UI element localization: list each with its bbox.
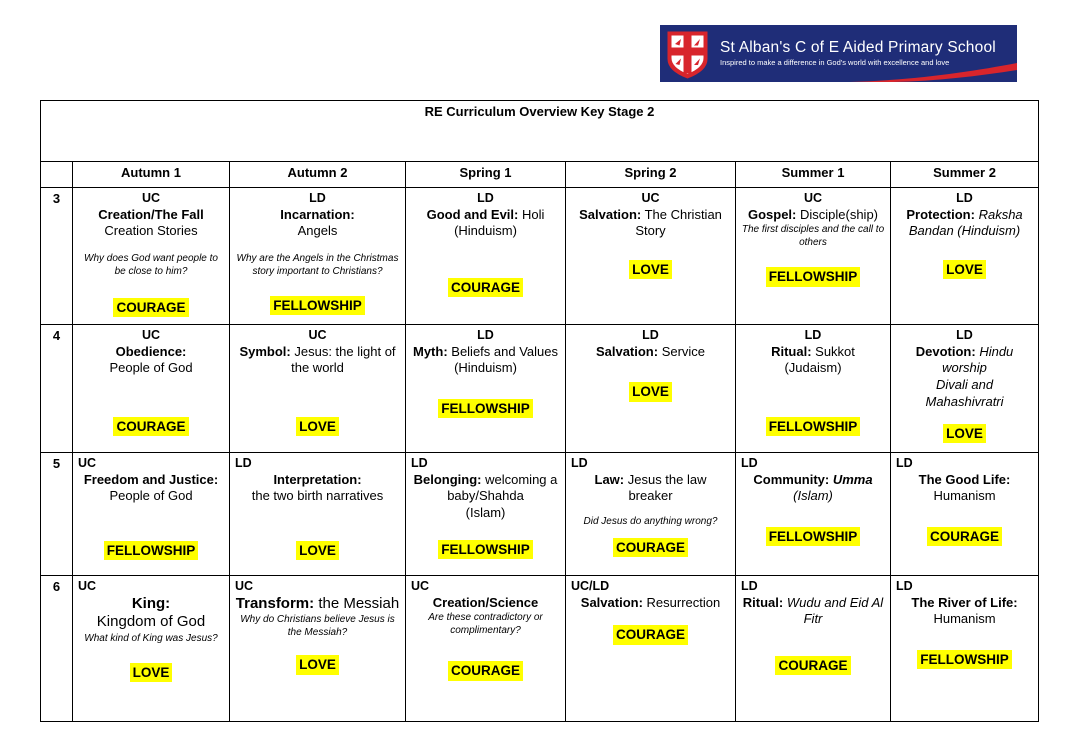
cell-line: [235, 472, 400, 489]
cell-value: [896, 650, 1033, 669]
value-highlight: COURAGE: [927, 527, 1002, 546]
cell-line: [78, 613, 224, 632]
value-highlight: LOVE: [296, 655, 339, 674]
cell-value: [741, 267, 885, 286]
cell-text: Creation Stories: [104, 223, 198, 239]
cell-text: Beliefs and Values (Hinduism): [447, 343, 558, 376]
value-highlight: FELLOWSHIP: [438, 399, 533, 418]
cell-text: Incarnation:: [280, 206, 355, 222]
value-highlight: FELLOWSHIP: [917, 650, 1012, 669]
value-highlight: LOVE: [296, 417, 339, 436]
curriculum-cell: [73, 453, 230, 576]
cell-value: [896, 260, 1033, 279]
curriculum-cell: [230, 325, 406, 453]
curriculum-cell: [230, 576, 406, 722]
table-title: RE Curriculum Overview Key Stage 2: [41, 101, 1039, 162]
cell-text: Jesus the law breaker: [624, 471, 707, 504]
curriculum-cell: [73, 325, 230, 453]
cell-text: Devotion:: [915, 343, 976, 359]
cell-line: [78, 207, 224, 224]
cell-value: [571, 538, 730, 557]
cell-line: [78, 344, 224, 361]
banner-text: [720, 39, 996, 67]
curriculum-cell: [406, 188, 566, 325]
corner-cell: [41, 162, 73, 188]
cell-text: (Islam): [793, 488, 833, 504]
curriculum-cell: [891, 188, 1039, 325]
cell-text: Service: [658, 343, 706, 359]
value-highlight: COURAGE: [448, 661, 523, 680]
cell-tag: UC: [78, 456, 97, 470]
cell-line: [235, 613, 400, 639]
value-highlight: LOVE: [943, 260, 986, 279]
curriculum-cell: [230, 188, 406, 325]
year-label: 4: [41, 325, 73, 453]
cell-line: [896, 595, 1033, 612]
column-header-summer-2: Summer 2: [891, 162, 1039, 188]
cell-line: [741, 223, 885, 249]
cell-tag: LD: [235, 456, 252, 470]
cell-line: [896, 488, 1033, 505]
cell-text: People of God: [109, 360, 193, 376]
cell-text: Protection:: [906, 206, 975, 222]
cell-text: The River of Life:: [911, 594, 1018, 610]
cell-line: [411, 223, 560, 240]
cell-tag: LD: [956, 328, 973, 342]
cell-text: Sukkot (Judaism): [784, 343, 855, 376]
value-highlight: COURAGE: [113, 417, 188, 436]
cell-text: Humanism: [933, 611, 996, 627]
cell-value: [896, 424, 1033, 443]
cell-text: Ritual:: [742, 594, 784, 610]
cell-line: [78, 595, 224, 614]
value-highlight: FELLOWSHIP: [766, 527, 861, 546]
cell-tag: UC: [141, 328, 161, 342]
cell-tag: UC: [78, 579, 97, 593]
cell-text: welcoming a baby/Shahda: [447, 471, 558, 504]
cell-line: [411, 595, 560, 612]
cell-value: [235, 417, 400, 436]
cell-text: the Messiah: [314, 594, 400, 612]
value-highlight: FELLOWSHIP: [270, 296, 365, 315]
value-highlight: FELLOWSHIP: [104, 541, 199, 560]
cell-text: The Good Life:: [918, 471, 1011, 487]
curriculum-cell: [736, 325, 891, 453]
cell-spacer: [235, 240, 400, 252]
curriculum-cell: [891, 325, 1039, 453]
cell-tag: LD: [309, 191, 326, 205]
curriculum-cell: [406, 325, 566, 453]
cell-text: Law:: [594, 471, 625, 487]
value-highlight: FELLOWSHIP: [766, 417, 861, 436]
cell-text: Umma: [832, 471, 873, 487]
cell-tag: LD: [571, 456, 588, 470]
cell-text: King:: [131, 594, 171, 612]
curriculum-cell: [566, 576, 736, 722]
cell-text: Transform:: [235, 594, 315, 612]
cell-value: [571, 382, 730, 401]
cell-value: [78, 663, 224, 682]
cell-line: [411, 207, 560, 224]
cell-line: [235, 207, 400, 224]
cell-tag: LD: [642, 328, 659, 342]
cell-value: [411, 661, 560, 680]
cell-text: Humanism: [933, 488, 996, 504]
cell-line: [896, 377, 1033, 410]
value-highlight: LOVE: [296, 541, 339, 560]
cell-text: Disciple(ship): [796, 206, 879, 222]
cell-tag: LD: [956, 191, 973, 205]
cell-value: [741, 417, 885, 436]
cell-value: [78, 541, 224, 560]
curriculum-cell: [73, 576, 230, 722]
value-highlight: COURAGE: [448, 278, 523, 297]
curriculum-cell: [566, 453, 736, 576]
cell-tag: LD: [741, 456, 758, 470]
column-header-spring-1: Spring 1: [406, 162, 566, 188]
cell-line: [411, 505, 560, 522]
cell-text: Hindu worship: [942, 343, 1014, 376]
column-header-spring-2: Spring 2: [566, 162, 736, 188]
cell-text: Why does God want people to be close to him?: [84, 252, 218, 277]
cell-text: Salvation:: [579, 206, 642, 222]
cell-line: [571, 595, 730, 612]
school-banner: [660, 25, 1017, 82]
cell-tag: LD: [896, 579, 913, 593]
curriculum-cell: [406, 576, 566, 722]
cell-text: People of God: [109, 488, 193, 504]
value-highlight: COURAGE: [775, 656, 850, 675]
cell-line: [235, 595, 400, 614]
cell-line: [235, 252, 400, 278]
cell-line: [896, 207, 1033, 240]
value-highlight: LOVE: [130, 663, 173, 682]
column-header-autumn-1: Autumn 1: [73, 162, 230, 188]
curriculum-cell: [736, 453, 891, 576]
cell-line: [896, 472, 1033, 489]
cell-text: Did Jesus do anything wrong?: [583, 515, 718, 527]
cell-line: [741, 595, 885, 628]
cell-value: [78, 417, 224, 436]
cell-text: Raksha Bandan (Hinduism): [908, 206, 1023, 239]
curriculum-cell: [406, 453, 566, 576]
curriculum-cell: [736, 188, 891, 325]
cell-value: [411, 278, 560, 297]
cell-tag: UC: [235, 579, 254, 593]
cell-text: Myth:: [412, 343, 448, 359]
cell-line: [411, 472, 560, 505]
cell-text: Wudu and Eid Al Fitr: [783, 594, 884, 627]
cell-line: [235, 488, 400, 505]
curriculum-cell: [230, 453, 406, 576]
cell-value: [896, 527, 1033, 546]
cell-spacer: [78, 240, 224, 252]
cell-text: Obedience:: [115, 343, 187, 359]
cell-text: (Islam): [465, 504, 506, 520]
cell-tag: LD: [741, 579, 758, 593]
cell-line: [896, 344, 1033, 377]
cell-text: Jesus: the light of the world: [290, 343, 396, 376]
cell-text: Salvation:: [595, 343, 659, 359]
cell-tag: UC: [308, 328, 327, 342]
cell-text: Creation/Science: [432, 594, 539, 610]
cell-text: Community:: [753, 471, 833, 487]
cell-text: Are these contradictory or complimentary?: [428, 612, 543, 637]
cell-text: Why do Christians believe Jesus is the Messiah?: [240, 614, 395, 639]
school-name: St Alban's C of E Aided Primary School: [720, 39, 996, 57]
cell-text: Interpretation:: [273, 471, 362, 487]
cell-value: [411, 399, 560, 418]
curriculum-cell: [73, 188, 230, 325]
cell-line: [571, 472, 730, 505]
cell-value: [235, 655, 400, 674]
cell-text: Salvation:: [580, 594, 643, 610]
value-highlight: LOVE: [629, 260, 672, 279]
curriculum-cell: [566, 325, 736, 453]
cell-value: [411, 540, 560, 559]
cell-tag: LD: [896, 456, 913, 470]
cell-tag: UC: [411, 579, 430, 593]
cell-tag: LD: [477, 328, 494, 342]
cell-tag: UC: [641, 191, 660, 205]
cell-value: [741, 656, 885, 675]
cell-text: Symbol:: [239, 343, 291, 359]
cell-value: [78, 298, 224, 317]
cell-line: [78, 223, 224, 240]
cell-text: Holi: [518, 206, 545, 222]
cell-value: [235, 541, 400, 560]
column-header-summer-1: Summer 1: [736, 162, 891, 188]
curriculum-cell: [736, 576, 891, 722]
cell-line: [78, 472, 224, 489]
cell-text: (Hinduism): [454, 223, 517, 239]
cell-text: Belonging:: [413, 471, 482, 487]
cell-tag: LD: [804, 328, 822, 342]
cell-text: What kind of King was Jesus?: [84, 633, 218, 645]
cell-line: [741, 207, 885, 224]
value-highlight: FELLOWSHIP: [766, 267, 861, 286]
cell-value: [571, 625, 730, 644]
cell-text: The Christian Story: [635, 206, 722, 239]
cell-text: Freedom and Justice:: [83, 471, 219, 487]
value-highlight: COURAGE: [113, 298, 188, 317]
value-highlight: LOVE: [943, 424, 986, 443]
value-highlight: LOVE: [629, 382, 672, 401]
curriculum-cell: [891, 576, 1039, 722]
cell-text: Creation/The Fall: [98, 206, 204, 222]
curriculum-cell: [566, 188, 736, 325]
cell-tag: LD: [477, 191, 494, 205]
cell-text: the two birth narratives: [251, 488, 384, 504]
year-label: 3: [41, 188, 73, 325]
column-header-autumn-2: Autumn 2: [230, 162, 406, 188]
value-highlight: FELLOWSHIP: [438, 540, 533, 559]
cell-tag: UC/LD: [571, 579, 610, 593]
cell-value: [571, 260, 730, 279]
curriculum-table: [40, 100, 1039, 722]
cell-line: [235, 223, 400, 240]
value-highlight: COURAGE: [613, 538, 688, 557]
year-label: 6: [41, 576, 73, 722]
cell-spacer: [571, 505, 730, 515]
cell-line: [78, 252, 224, 278]
school-tagline: Inspired to make a difference in God's world with excellence and love: [720, 58, 950, 68]
cell-tag: UC: [803, 191, 823, 205]
value-highlight: COURAGE: [613, 625, 688, 644]
curriculum-cell: [891, 453, 1039, 576]
cell-line: [741, 344, 885, 377]
cell-line: [571, 207, 730, 240]
cell-text: Good and Evil:: [426, 206, 519, 222]
cell-line: [78, 488, 224, 505]
cell-text: Gospel:: [747, 206, 797, 222]
cell-line: [78, 360, 224, 377]
cell-line: [741, 488, 885, 505]
cell-line: [896, 611, 1033, 628]
cell-text: Kingdom of God: [96, 613, 206, 631]
cell-tag: LD: [411, 456, 428, 470]
cell-text: Angels: [297, 223, 338, 239]
cell-line: [571, 344, 730, 361]
cell-line: [411, 344, 560, 377]
cell-text: Ritual:: [771, 343, 812, 359]
cell-text: Why are the Angels in the Christmas story important to Christians?: [236, 252, 399, 277]
cell-value: [235, 296, 400, 315]
cell-text: The first disciples and the call to others: [741, 224, 885, 249]
cell-line: [235, 344, 400, 377]
year-label: 5: [41, 453, 73, 576]
cell-tag: UC: [141, 191, 161, 205]
cell-line: [78, 632, 224, 645]
cell-text: Resurrection: [642, 594, 721, 610]
cell-line: [571, 515, 730, 528]
cell-text: Divali and Mahashivratri: [925, 376, 1004, 409]
cell-line: [411, 611, 560, 637]
cell-line: [741, 472, 885, 489]
cell-value: [741, 527, 885, 546]
